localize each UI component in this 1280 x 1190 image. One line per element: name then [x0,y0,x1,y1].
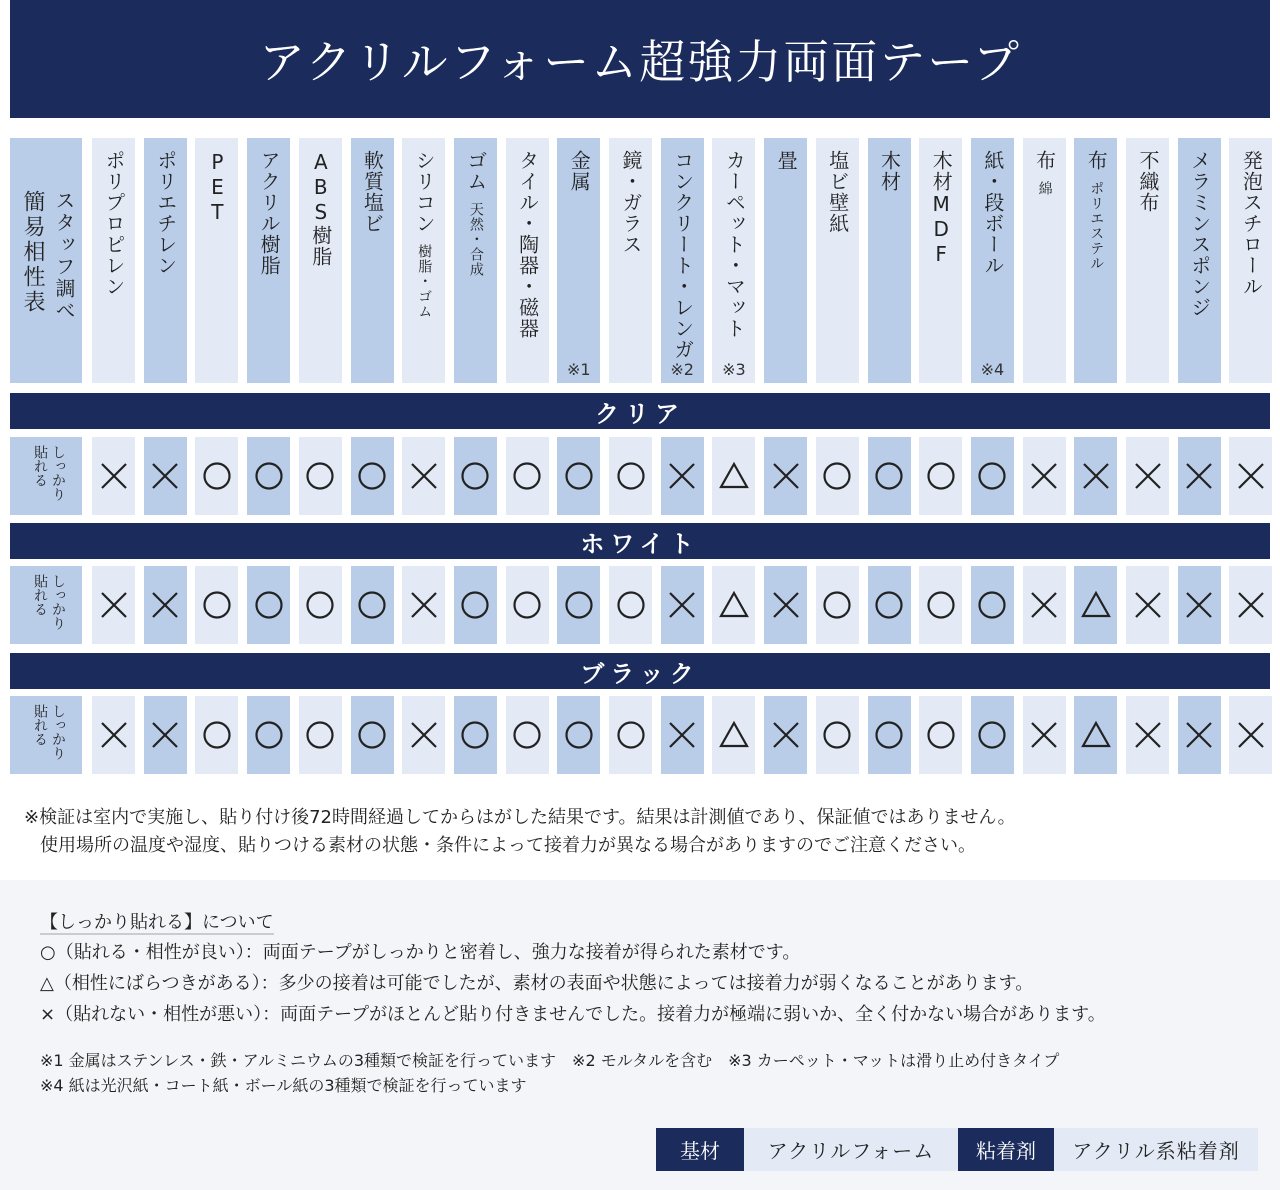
result-cell [712,437,755,515]
page-title: アクリルフォーム超強力両面テープ [258,35,1022,89]
material-note: ※4 [980,360,1005,379]
result-cell [402,437,445,515]
material-name: 木材 [877,150,902,192]
material-header [764,138,807,383]
material-name: PET [205,150,230,225]
material-header [661,138,704,383]
cross-icon [1183,460,1215,492]
cross-icon [1080,460,1112,492]
result-cell [557,566,600,644]
cross-icon [1132,460,1164,492]
badge-adhesive-key: 粘着剤 [958,1128,1054,1171]
cross-icon [408,589,440,621]
result-cell [351,437,394,515]
badge-adhesive-value: アクリル系粘着剤 [1054,1128,1258,1171]
result-cell [661,566,704,644]
result-cell [144,437,187,515]
material-header [1023,138,1066,383]
result-cell [506,566,549,644]
circle-icon [511,460,543,492]
cross-icon [149,589,181,621]
circle-icon [925,719,957,751]
result-cell [195,437,238,515]
disclaimer-notes [24,804,1016,860]
circle-icon [459,719,491,751]
material-name: 木材MDF [929,150,954,267]
cross-icon [1235,589,1267,621]
result-cell [712,696,755,774]
result-cell [299,437,342,515]
material-header [402,138,445,383]
cross-icon [1183,589,1215,621]
result-cell [971,566,1014,644]
footnote-line-1: ※1 金属はステンレス・鉄・アルミニウムの3種類で検証を行っています ※2 モルタルを含む ※3 カーペット・マットは滑り止め付きタイプ [40,1051,1060,1070]
result-cell [1178,566,1221,644]
circle-icon [873,460,905,492]
material-name: 布ポリエステル [1074,150,1117,271]
disclaimer-line-2: 使用場所の温度や湿度、貼りつける素材の状態・条件によって接着力が異なる場合がありますのでご注意ください。 [40,835,976,856]
material-sub: ポリエステル [1088,181,1105,271]
result-cell [1074,437,1117,515]
material-header [454,138,497,383]
material-header [971,138,1014,383]
spec-badges [656,1128,1258,1171]
result-cell [144,566,187,644]
circle-icon [304,719,336,751]
circle-icon [976,589,1008,621]
cross-icon [1028,589,1060,621]
material-name: 塩ビ壁紙 [825,150,850,234]
cross-icon [1235,460,1267,492]
legend-triangle-line: △（相性にばらつきがある）：多少の接着は可能でしたが、素材の表面や状態によっては接着力が弱くなることがあります。 [40,973,1034,994]
cross-icon [98,460,130,492]
circle-icon [821,460,853,492]
cross-icon [770,719,802,751]
table-corner-header [10,138,82,383]
result-cell [195,566,238,644]
material-name: 金属 [567,150,592,192]
result-cell [661,437,704,515]
material-header [351,138,394,383]
cross-icon [98,589,130,621]
result-cell [92,696,135,774]
circle-icon [563,719,595,751]
material-header [1229,138,1272,383]
cross-icon [770,460,802,492]
circle-icon [459,589,491,621]
material-name: コンクリート・レンガ [670,150,695,360]
row-label-line2: しっかり [50,445,66,501]
cross-icon [1028,719,1060,751]
result-cell [454,566,497,644]
result-cell [764,566,807,644]
circle-icon [873,589,905,621]
result-cell [92,437,135,515]
result-cell [661,696,704,774]
cross-icon [1132,719,1164,751]
circle-icon [615,460,647,492]
row-label-line1: 貼れる [32,704,48,746]
material-header [557,138,600,383]
material-header [1126,138,1169,383]
result-cell [919,696,962,774]
circle-icon [356,460,388,492]
cross-icon [149,460,181,492]
result-cell [247,696,290,774]
material-name: アクリル樹脂 [257,150,282,276]
row-label [10,696,82,774]
triangle-icon [1080,719,1112,751]
material-header [247,138,290,383]
result-cell [506,696,549,774]
result-cell [816,437,859,515]
result-cell [454,696,497,774]
circle-icon [615,589,647,621]
row-label-line2: しっかり [50,574,66,630]
footnote-line-2: ※4 紙は光沢紙・コート紙・ボール紙の3種類で検証を行っています [40,1076,527,1095]
result-cell [609,696,652,774]
result-cell [868,437,911,515]
result-cell [712,566,755,644]
circle-icon [976,460,1008,492]
circle-icon [201,719,233,751]
result-cell [919,437,962,515]
table-header-title: 簡易相性表 [20,190,45,315]
circle-icon [563,460,595,492]
triangle-icon [718,460,750,492]
material-note: ※1 [567,360,591,379]
result-cell [1023,696,1066,774]
result-cell [299,566,342,644]
material-note: ※2 [670,360,694,379]
result-cell [1126,696,1169,774]
badge-base-key: 基材 [656,1128,744,1171]
result-cell [557,437,600,515]
legend-heading: 【しっかり貼れる】について [40,912,274,933]
material-name: 紙・段ボール [980,150,1005,276]
result-cell [1023,437,1066,515]
result-cell [557,696,600,774]
material-header [1178,138,1221,383]
material-name: 不織布 [1136,150,1160,213]
result-cell [1126,566,1169,644]
material-name: 布綿 [1023,150,1066,196]
legend-circle-line: ○（貼れる・相性が良い）：両面テープがしっかりと密着し、強力な接着が得られた素材です。 [40,942,801,963]
cross-icon [1235,719,1267,751]
cross-icon [149,719,181,751]
result-cell [764,696,807,774]
result-cell [816,566,859,644]
badge-base-value: アクリルフォーム [744,1128,958,1171]
circle-icon [821,589,853,621]
result-cell [402,696,445,774]
result-cell [351,696,394,774]
cross-icon [770,589,802,621]
row-label [10,437,82,515]
section-heading: ブラック [10,653,1270,689]
section-heading: ホワイト [10,523,1270,559]
circle-icon [821,719,853,751]
material-name: 軟質塩ビ [360,150,385,234]
result-cell [351,566,394,644]
material-name: メラミンスポンジ [1187,150,1212,318]
material-name: カーペット・マット [722,150,747,339]
cross-icon [408,460,440,492]
material-header [919,138,962,383]
result-cell [816,696,859,774]
circle-icon [563,589,595,621]
cross-icon [1132,589,1164,621]
material-header [816,138,859,383]
material-header [609,138,652,383]
result-cell [247,566,290,644]
result-cell [1074,696,1117,774]
material-name: ABS樹脂 [308,150,333,267]
result-cell [1178,696,1221,774]
result-cell [1229,437,1272,515]
circle-icon [304,460,336,492]
circle-icon [873,719,905,751]
result-cell [919,566,962,644]
result-cell [971,696,1014,774]
circle-icon [356,589,388,621]
row-label-line1: 貼れる [32,445,48,487]
row-label [10,566,82,644]
result-cell [764,437,807,515]
result-cell [1229,566,1272,644]
title-banner [10,0,1270,118]
result-cell [1074,566,1117,644]
circle-icon [511,719,543,751]
material-name: タイル・陶器・磁器 [515,150,540,339]
cross-icon [666,719,698,751]
row-label-line1: 貼れる [32,574,48,616]
cross-icon [1028,460,1060,492]
row-label-line2: しっかり [50,704,66,760]
section-heading: クリア [10,393,1270,429]
result-cell [868,566,911,644]
result-cell [971,437,1014,515]
cross-icon [1183,719,1215,751]
result-cell [144,696,187,774]
material-name: ポリエチレン [153,150,178,276]
cross-icon [408,719,440,751]
material-name: シリコン樹脂・ゴム [402,150,445,319]
material-header [506,138,549,383]
result-cell [1126,437,1169,515]
result-cell [454,437,497,515]
material-sub: 天然・合成 [467,202,484,277]
disclaimer-line-1: ※検証は室内で実施し、貼り付け後72時間経過してからはがした結果です。結果は計測値であり、保証値ではありません。 [24,807,1016,828]
circle-icon [925,589,957,621]
circle-icon [615,719,647,751]
triangle-icon [718,589,750,621]
result-cell [868,696,911,774]
material-sub: 樹脂・ゴム [416,244,433,319]
material-name: ポリプロピレン [102,150,126,297]
material-name: ゴム天然・合成 [454,150,497,277]
result-cell [1023,566,1066,644]
result-cell [195,696,238,774]
result-cell [609,566,652,644]
material-header [712,138,755,383]
material-header [195,138,238,383]
material-note: ※3 [722,360,746,379]
material-name: 畳 [774,150,799,171]
circle-icon [459,460,491,492]
result-cell [247,437,290,515]
material-header [92,138,135,383]
material-header [868,138,911,383]
material-header [144,138,187,383]
circle-icon [356,719,388,751]
circle-icon [201,460,233,492]
material-name: 発泡スチロール [1239,150,1264,297]
result-cell [506,437,549,515]
cross-icon [666,460,698,492]
result-cell [402,566,445,644]
circle-icon [976,719,1008,751]
result-cell [92,566,135,644]
cross-icon [98,719,130,751]
table-header-subtitle: スタッフ調べ [52,190,76,322]
circle-icon [253,719,285,751]
triangle-icon [718,719,750,751]
circle-icon [253,589,285,621]
result-cell [1178,437,1221,515]
material-header [1074,138,1117,383]
circle-icon [201,589,233,621]
result-cell [1229,696,1272,774]
triangle-icon [1080,589,1112,621]
legend-cross-line: ×（貼れない・相性が悪い）：両面テープがほとんど貼り付きませんでした。接着力が極端に弱いか、全く付かない場合があります。 [40,1004,1106,1025]
circle-icon [511,589,543,621]
result-cell [299,696,342,774]
circle-icon [253,460,285,492]
cross-icon [666,589,698,621]
material-header [299,138,342,383]
material-name: 鏡・ガラス [619,150,643,255]
circle-icon [925,460,957,492]
circle-icon [304,589,336,621]
result-cell [609,437,652,515]
material-sub: 綿 [1036,181,1053,196]
